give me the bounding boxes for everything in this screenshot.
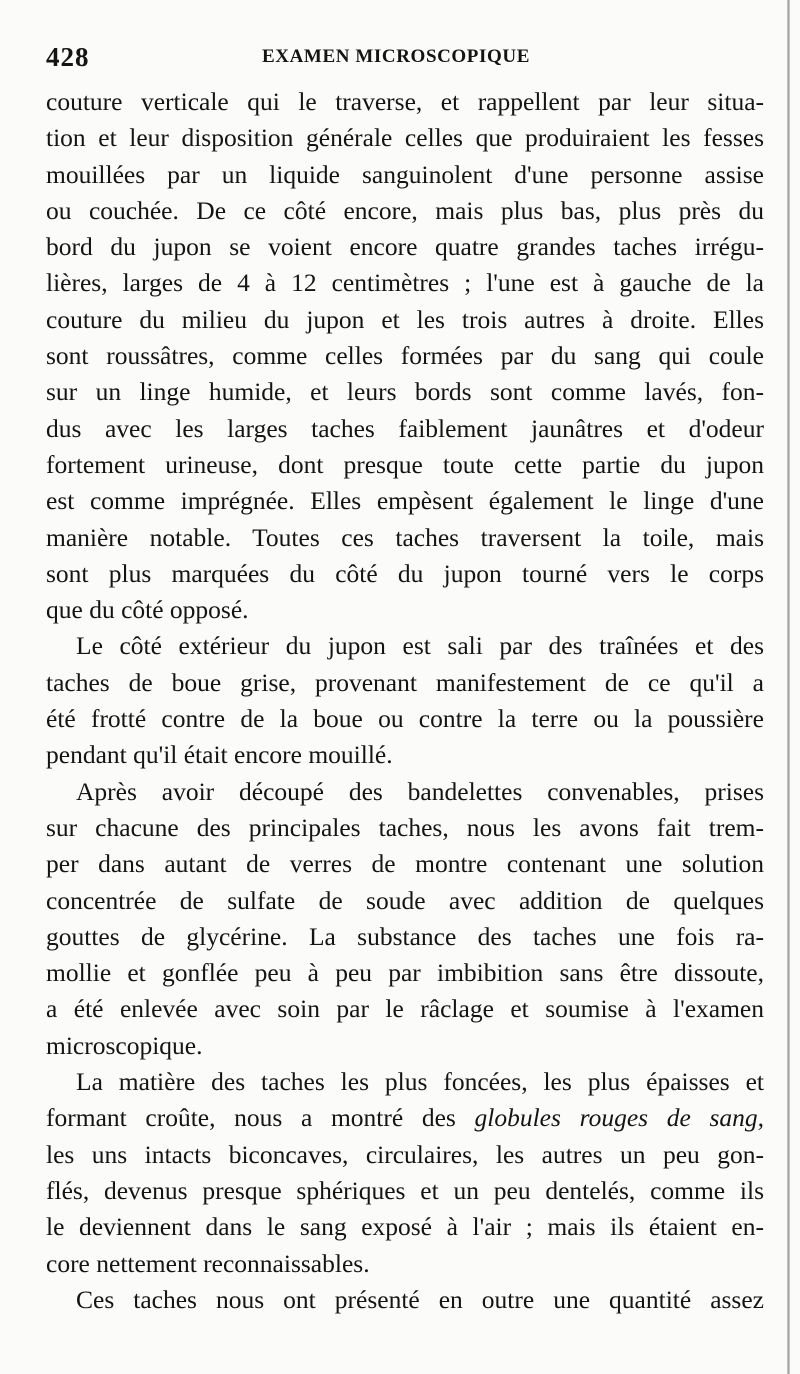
text-line: per dans autant de verres de montre contenant une solution (46, 849, 764, 879)
text-line: été frotté contre de la boue ou contre la terre ou la poussière (46, 704, 764, 734)
text-line: couture du milieu du jupon et les trois autres à droite. Elles (46, 304, 764, 334)
text-line: fortement urineuse, dont presque toute cette partie du jupon (46, 449, 764, 479)
text-line: taches de boue grise, provenant manifestement de ce qu'il a (46, 667, 764, 697)
text-line: gouttes de glycérine. La substance des taches une fois ra- (46, 921, 764, 951)
text-line: sur un linge humide, et leurs bords sont comme lavés, fon- (46, 377, 764, 407)
text-line: microscopique. (46, 1030, 203, 1060)
text-line-with-italic (46, 1100, 764, 1136)
text-line: sont plus marquées du côté du jupon tourné vers le corps (46, 558, 764, 588)
text-line: La matière des taches les plus foncées, les plus épaisses et (76, 1067, 764, 1097)
page-edge-shadow (787, 0, 790, 1374)
text-line: sont roussâtres, comme celles formées par du sang qui coule (46, 341, 764, 371)
text-line: est comme imprégnée. Elles empèsent également le linge d'une (46, 486, 764, 516)
text-line: bord du jupon se voient encore quatre grandes taches irrégu- (46, 232, 764, 262)
text-line: tion et leur disposition générale celles que produiraient les fesses (46, 123, 764, 153)
text-line: Ces taches nous ont présenté en outre une quantité assez (76, 1284, 764, 1314)
page-header (46, 40, 746, 80)
running-title: EXAMEN MICROSCOPIQUE (262, 46, 530, 67)
text-line: concentrée de sulfate de soude avec addition de quelques (46, 885, 764, 915)
body-text (46, 84, 764, 1318)
italic-phrase: globules rouges de sang, (474, 1103, 765, 1133)
text-line: pendant qu'il était encore mouillé. (46, 740, 393, 770)
text-line: ou couchée. De ce côté encore, mais plus bas, plus près du (46, 195, 764, 225)
text-line: dus avec les larges taches faiblement jaunâtres et d'odeur (46, 413, 764, 443)
text-line: couture verticale qui le traverse, et rappellent par leur situa- (46, 87, 764, 116)
text-line: mouillées par un liquide sanguinolent d'une personne assise (46, 159, 764, 189)
text-line: Après avoir découpé des bandelettes convenables, prises (76, 776, 764, 806)
text-line: flés, devenus presque sphériques et un peu dentelés, comme ils (46, 1175, 764, 1205)
text-line: les uns intacts biconcaves, circulaires, les autres un peu gon- (46, 1139, 764, 1169)
text-line: Le côté extérieur du jupon est sali par des traînées et des (76, 631, 764, 661)
text-line: mollie et gonflée peu à peu par imbibition sans être dissoute, (46, 958, 764, 988)
text-line: core nettement reconnaissables. (46, 1248, 370, 1278)
text-line: lières, larges de 4 à 12 centimètres ; l'une est à gauche de la (46, 268, 764, 298)
text-segment: formant croûte, nous a montré des (46, 1103, 456, 1133)
text-line: que du côté opposé. (46, 595, 249, 625)
text-line: le deviennent dans le sang exposé à l'air ; mais ils étaient en- (46, 1212, 764, 1242)
text-line: manière notable. Toutes ces taches traversent la toile, mais (46, 522, 764, 552)
page-number: 428 (46, 42, 90, 72)
text-line: sur chacune des principales taches, nous les avons fait trem- (46, 812, 764, 842)
text-line: a été enlevée avec soin par le râclage et soumise à l'examen (46, 994, 764, 1024)
